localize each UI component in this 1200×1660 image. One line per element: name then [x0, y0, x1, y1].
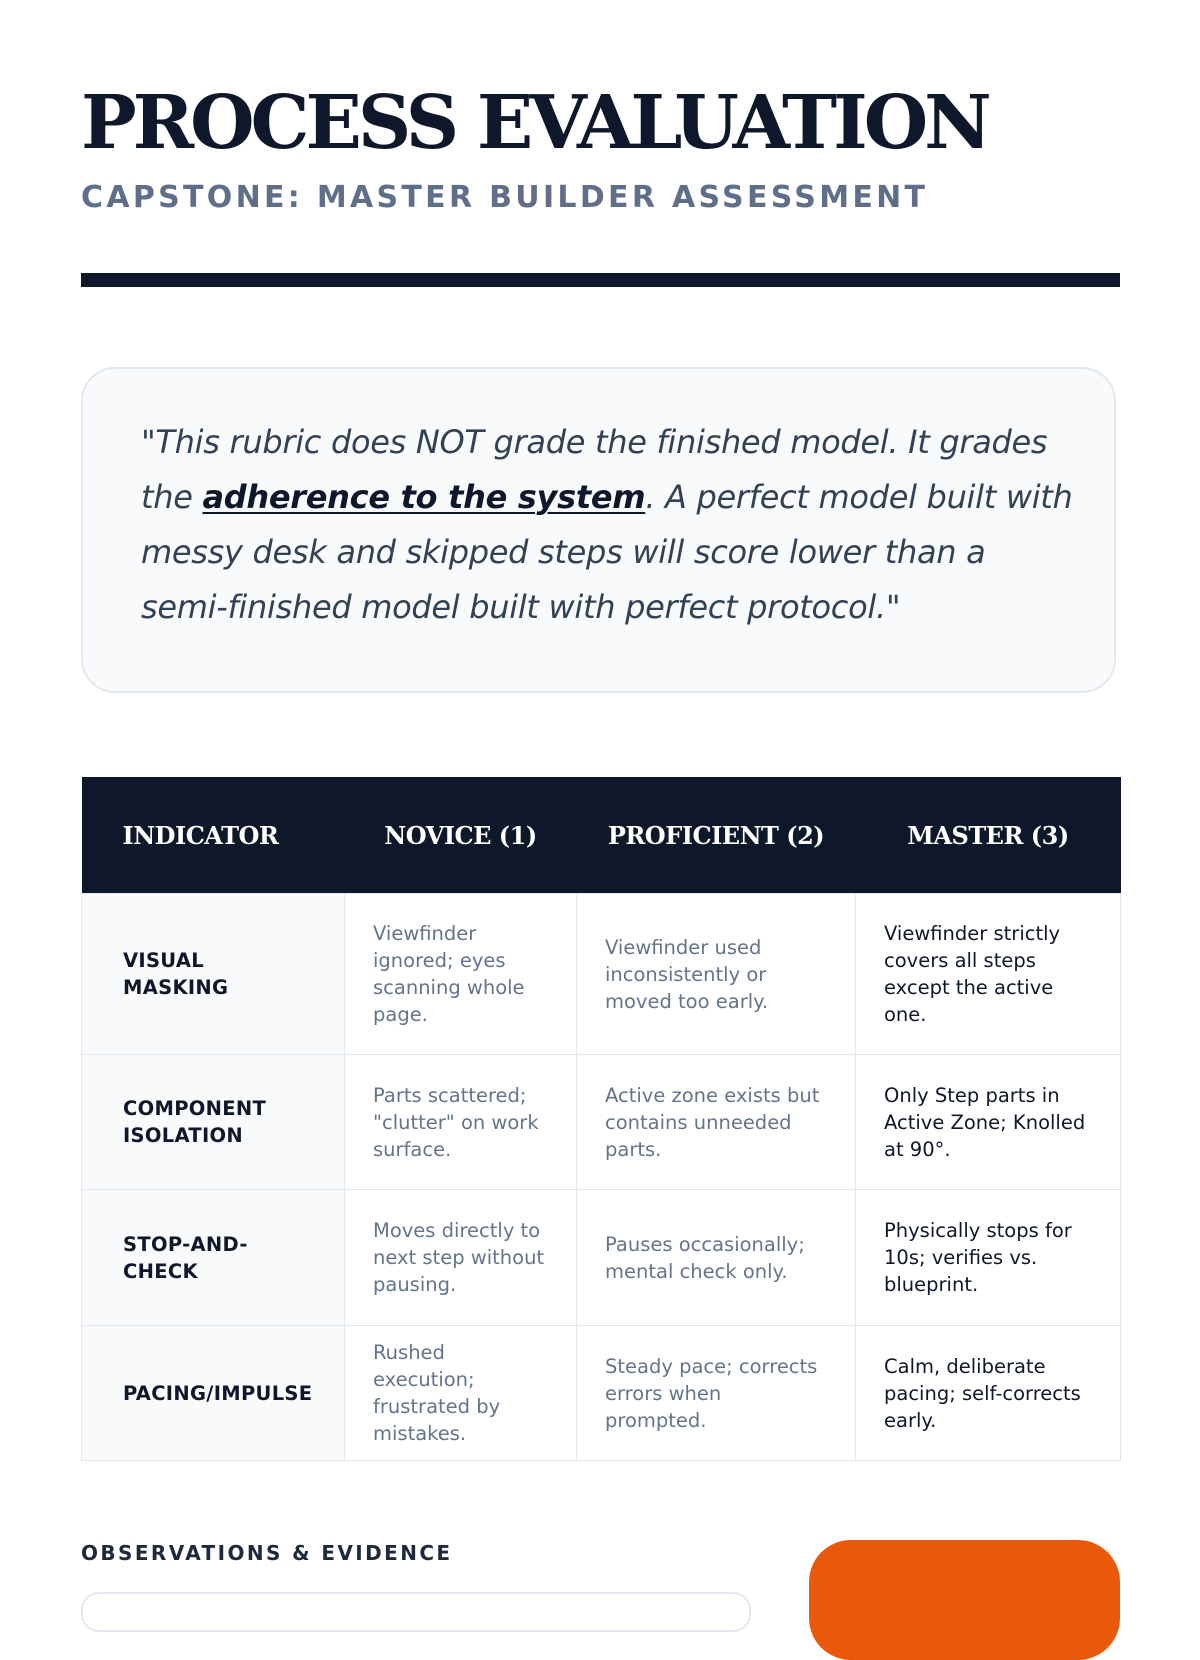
header-master: MASTER (3) [856, 777, 1121, 894]
rubric-header-row [82, 777, 1121, 894]
header-novice: NOVICE (1) [345, 777, 577, 894]
proficient-cell: Viewfinder used inconsistently or moved too early. [577, 894, 856, 1055]
philosophy-callout [81, 367, 1116, 693]
table-row [82, 894, 1121, 1055]
philosophy-quote [141, 415, 1081, 635]
table-row [82, 1055, 1121, 1190]
proficient-cell: Active zone exists but contains unneeded parts. [577, 1055, 856, 1190]
master-cell: Physically stops for 10s; verifies vs. blueprint. [856, 1190, 1121, 1326]
proficient-cell: Pauses occasionally; mental check only. [577, 1190, 856, 1326]
indicator-cell: STOP-AND-CHECK [82, 1190, 345, 1326]
header-divider [81, 273, 1120, 287]
novice-cell: Rushed execution; frustrated by mistakes. [345, 1326, 577, 1461]
page-subtitle: CAPSTONE: MASTER BUILDER ASSESSMENT [81, 180, 929, 215]
rubric-table [81, 777, 1121, 1461]
master-cell: Only Step parts in Active Zone; Knolled at 90°. [856, 1055, 1121, 1190]
master-cell: Viewfinder strictly covers all steps except the active one. [856, 894, 1121, 1055]
observations-field[interactable] [81, 1592, 751, 1632]
header-proficient: PROFICIENT (2) [577, 777, 856, 894]
indicator-cell: PACING/IMPULSE [82, 1326, 345, 1461]
novice-cell: Parts scattered; "clutter" on work surface. [345, 1055, 577, 1190]
proficient-cell: Steady pace; corrects errors when prompted. [577, 1326, 856, 1461]
indicator-cell: COMPONENT ISOLATION [82, 1055, 345, 1190]
quote-text-after: . A perfect model built with messy desk and skipped steps will score lower than a semi-finished model built with perfect protocol." [141, 478, 1073, 626]
table-row [82, 1190, 1121, 1326]
quote-emphasis: adherence to the system [202, 478, 646, 516]
table-row [82, 1326, 1121, 1461]
header-indicator: INDICATOR [82, 777, 345, 894]
indicator-cell: VISUAL MASKING [82, 894, 345, 1055]
observations-heading: OBSERVATIONS & EVIDENCE [81, 1541, 453, 1565]
score-badge [809, 1540, 1120, 1660]
quote-text-before: "This rubric does NOT grade the finished model. It grades the [141, 423, 1048, 516]
master-cell: Calm, deliberate pacing; self-corrects early. [856, 1326, 1121, 1461]
novice-cell: Moves directly to next step without pausing. [345, 1190, 577, 1326]
page-title: PROCESS EVALUATION [81, 80, 988, 166]
novice-cell: Viewfinder ignored; eyes scanning whole page. [345, 894, 577, 1055]
